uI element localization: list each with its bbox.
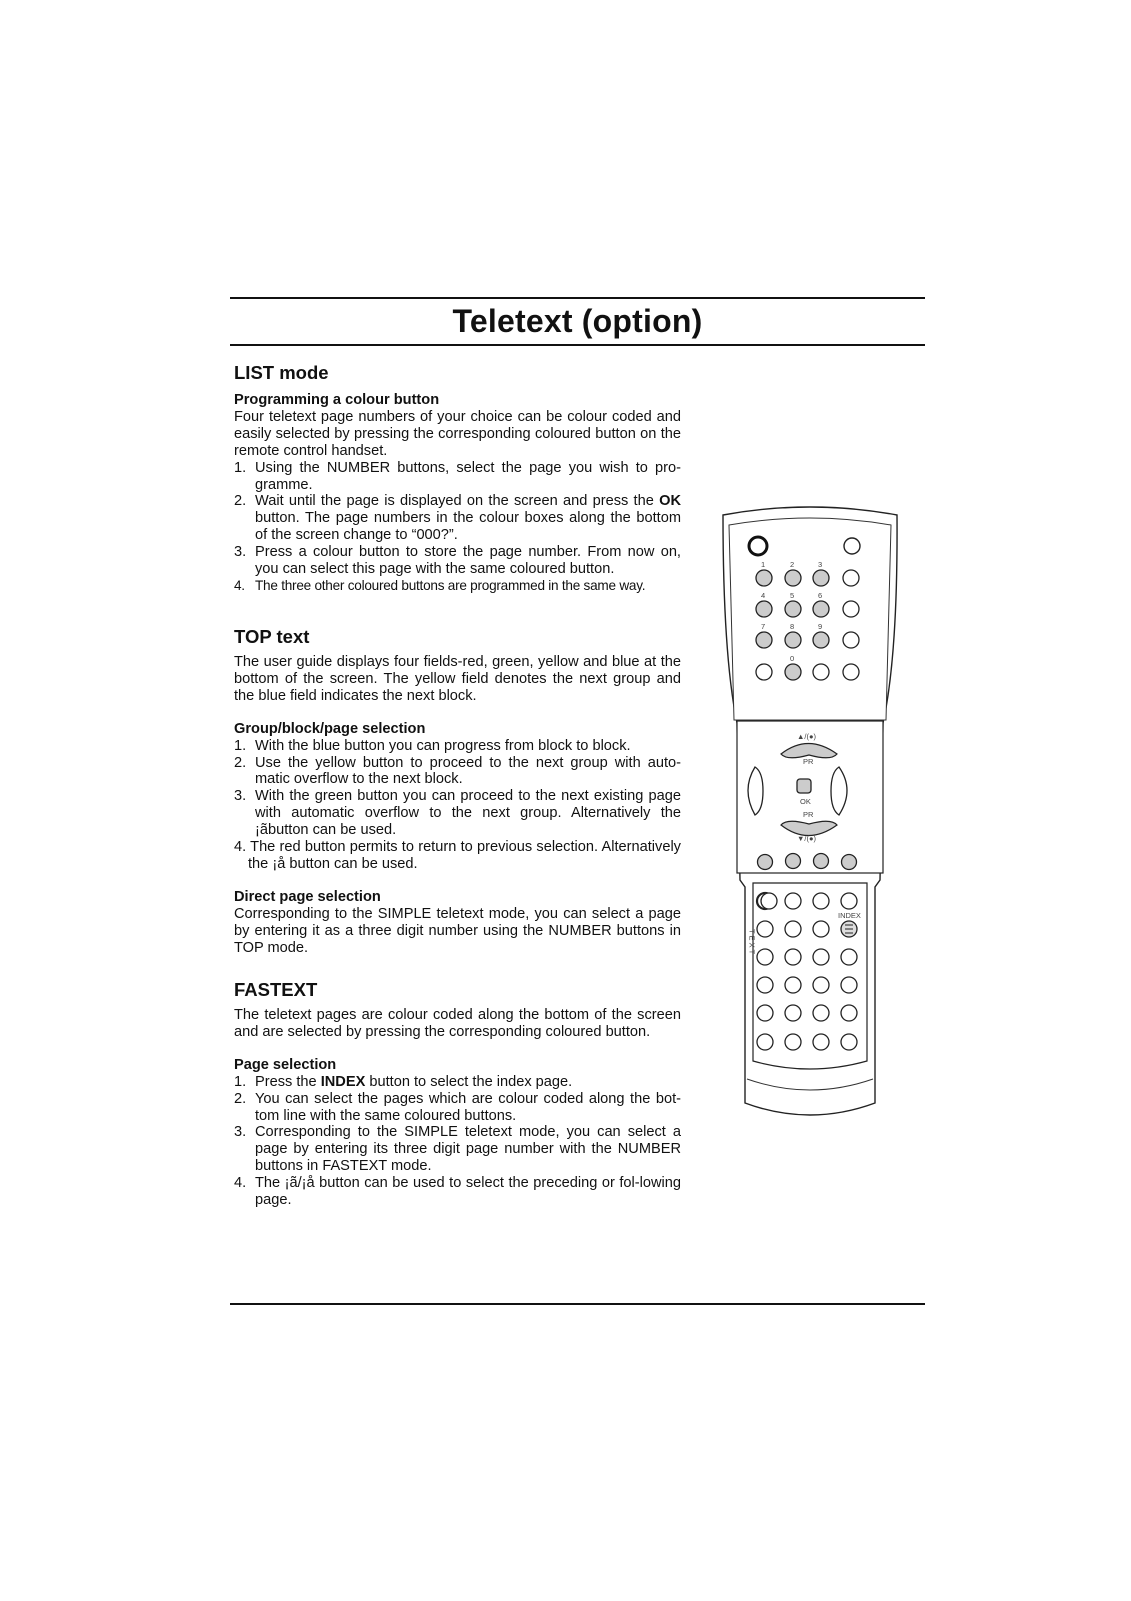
group-block-page-heading: Group/block/page selection bbox=[234, 720, 426, 737]
svg-text:5: 5 bbox=[790, 591, 795, 600]
svg-text:2: 2 bbox=[790, 560, 795, 569]
top-rule bbox=[230, 297, 925, 299]
list-item: 1. Using the NUMBER buttons, select the page you wish to pro-gramme. bbox=[234, 459, 681, 493]
ok-button bbox=[797, 779, 811, 793]
list-item: 4. The ¡ã/¡å button can be used to select the preceding or fol-lowing page. bbox=[234, 1175, 681, 1209]
svg-text:▼/(●): ▼/(●) bbox=[797, 834, 817, 843]
list-item: 2. Wait until the page is displayed on the screen and press the OK button. The page numbers in the colour boxes along the bottom of the screen change to “000?”. bbox=[234, 493, 681, 544]
svg-text:9: 9 bbox=[818, 622, 823, 631]
top-text-intro: The user guide displays four fields-red, green, yellow and blue at the bottom of the screen. The yellow field denotes the next group and the blue field indicates the next block. bbox=[234, 654, 681, 704]
programming-colour-button-heading: Programming a colour button bbox=[234, 392, 440, 408]
top-text-heading: TOP text bbox=[234, 626, 310, 647]
svg-text:INDEX: INDEX bbox=[838, 911, 861, 920]
direct-page-selection-text: Corresponding to the SIMPLE teletext mode, you can select a page by entering it as a three digit number using the NUMBER buttons in TOP mode. bbox=[234, 905, 681, 956]
list-mode-section bbox=[234, 363, 681, 595]
list-item: 3. Corresponding to the SIMPLE teletext mode, you can select a page by entering its three digit page number with the NUMBER buttons in FASTEXT mode. bbox=[234, 1124, 681, 1175]
list-mode-intro: Four teletext page numbers of your choice can be colour coded and easily selected by pressing the corresponding coloured button on the remote control handset. bbox=[234, 408, 681, 459]
svg-text:6: 6 bbox=[818, 591, 823, 600]
svg-text:1: 1 bbox=[761, 560, 766, 569]
direct-page-selection-heading: Direct page selection bbox=[234, 888, 381, 905]
title-rule bbox=[230, 344, 925, 346]
svg-text:PR: PR bbox=[803, 810, 814, 819]
svg-text:PR: PR bbox=[803, 757, 814, 766]
list-mode-steps bbox=[234, 460, 681, 595]
fastext-section bbox=[234, 980, 681, 1209]
list-item: 4. The red button permits to return to previous selection. Alternatively the ¡å button can be used. bbox=[234, 839, 681, 872]
svg-text:▲/(●): ▲/(●) bbox=[797, 732, 817, 741]
list-item: 2. Use the yellow button to proceed to the next group with auto-matic overflow to the next block. bbox=[234, 754, 681, 788]
svg-text:OK: OK bbox=[800, 797, 811, 806]
svg-text:3: 3 bbox=[818, 560, 823, 569]
svg-text:4: 4 bbox=[761, 591, 766, 600]
page-selection-heading: Page selection bbox=[234, 1056, 337, 1073]
top-text-section bbox=[234, 627, 681, 957]
list-item: 3. Press a colour button to store the page number. From now on, you can select this page with the same coloured button. bbox=[234, 544, 681, 578]
svg-text:8: 8 bbox=[790, 622, 795, 631]
list-item: 1. Press the INDEX button to select the index page. bbox=[234, 1073, 573, 1090]
top-text-steps bbox=[234, 738, 681, 873]
list-item: 2. You can select the pages which are colour coded along the bot-tom line with the same coloured buttons. bbox=[234, 1090, 681, 1124]
svg-text:0: 0 bbox=[790, 654, 795, 663]
page-title: Teletext (option) bbox=[452, 303, 703, 339]
list-item: 1. With the blue button you can progress from block to block. bbox=[234, 737, 631, 754]
power-button bbox=[749, 537, 767, 555]
remote-control-illustration bbox=[715, 505, 905, 1145]
svg-text:T E X T: T E X T bbox=[747, 929, 757, 955]
list-item: 4. The three other coloured buttons are programmed in the same way. bbox=[234, 577, 646, 593]
fastext-heading: FASTEXT bbox=[234, 979, 318, 1000]
svg-text:7: 7 bbox=[761, 622, 766, 631]
list-mode-heading: LIST mode bbox=[234, 362, 329, 383]
bottom-rule bbox=[230, 1303, 925, 1305]
fastext-steps bbox=[234, 1074, 681, 1209]
top-right-button bbox=[844, 538, 860, 554]
fastext-intro: The teletext pages are colour coded along the bottom of the screen and are selected by pressing the corresponding coloured button. bbox=[234, 1007, 681, 1040]
list-item: 3. With the green button you can proceed to the next existing page with automatic overflow to the next group. Alternatively the ¡ãbutton can be used. bbox=[234, 788, 681, 839]
